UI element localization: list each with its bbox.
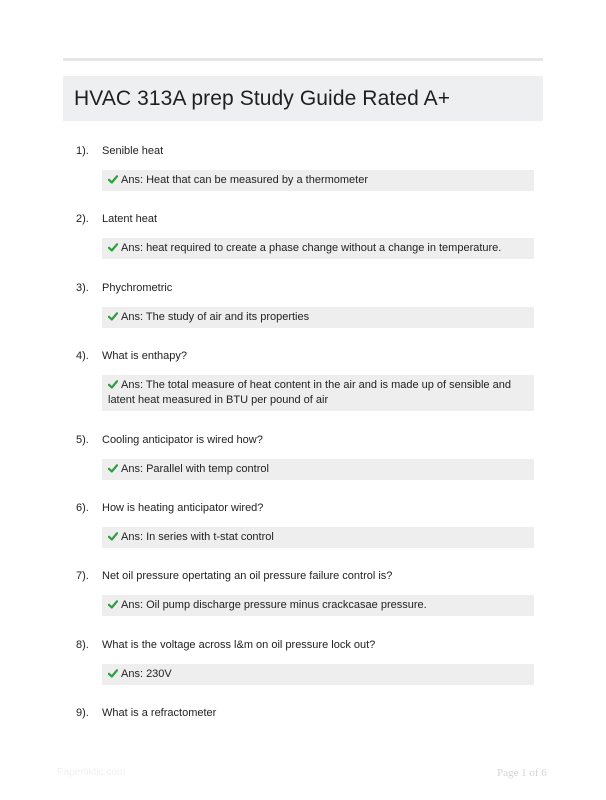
answer-text: Ans: The study of air and its properties — [121, 311, 310, 323]
answer-box — [102, 664, 534, 685]
check-icon — [108, 464, 118, 473]
answer-box — [102, 375, 534, 411]
question-text: Latent heat — [102, 213, 158, 225]
question-number: 7). — [76, 570, 89, 582]
answer-text: Ans: Heat that can be measured by a thermometer — [121, 174, 369, 186]
question-text: Phychrometric — [102, 282, 173, 294]
page-indicator: Page 1 of 6 — [497, 767, 547, 779]
question-text: Senible heat — [102, 145, 164, 157]
check-icon — [108, 243, 118, 252]
answer-text: Ans: Oil pump discharge pressure minus crackcasae pressure. — [121, 599, 427, 611]
answer-box — [102, 527, 534, 548]
question-number: 9). — [76, 707, 89, 719]
footer-watermark: Papertiktic.com — [57, 767, 126, 778]
check-icon — [108, 380, 118, 389]
question-text: Cooling anticipator is wired how? — [102, 434, 263, 446]
question-number: 6). — [76, 502, 89, 514]
question-number: 3). — [76, 282, 89, 294]
answer-text: Ans: Parallel with temp control — [121, 463, 269, 475]
question-text: What is the voltage across l&m on oil pressure lock out? — [102, 639, 376, 651]
answer-box — [102, 170, 534, 191]
answer-text: Ans: The total measure of heat content in the air and is made up of sensible and latent heat measured in BTU per pound of air — [108, 379, 511, 406]
check-icon — [108, 669, 118, 678]
question-text: Net oil pressure opertating an oil pressure failure control is? — [102, 570, 393, 582]
question-number: 4). — [76, 350, 89, 362]
question-number: 5). — [76, 434, 89, 446]
answer-text: Ans: heat required to create a phase change without a change in temperature. — [121, 242, 502, 254]
answer-box — [102, 595, 534, 616]
title-banner — [63, 76, 543, 121]
question-text: How is heating anticipator wired? — [102, 502, 264, 514]
question-number: 2). — [76, 213, 89, 225]
document-title: HVAC 313A prep Study Guide Rated A+ — [74, 86, 451, 110]
check-icon — [108, 600, 118, 609]
answer-box — [102, 459, 534, 480]
answer-box — [102, 238, 534, 259]
question-text: What is enthapy? — [102, 350, 187, 362]
answer-text: Ans: In series with t-stat control — [121, 531, 274, 543]
check-icon — [108, 175, 118, 184]
check-icon — [108, 312, 118, 321]
question-text: What is a refractometer — [102, 707, 217, 719]
answer-text: Ans: 230V — [121, 668, 172, 680]
answer-box — [102, 307, 534, 328]
question-number: 1). — [76, 145, 89, 157]
question-number: 8). — [76, 639, 89, 651]
top-divider — [63, 58, 543, 61]
check-icon — [108, 532, 118, 541]
